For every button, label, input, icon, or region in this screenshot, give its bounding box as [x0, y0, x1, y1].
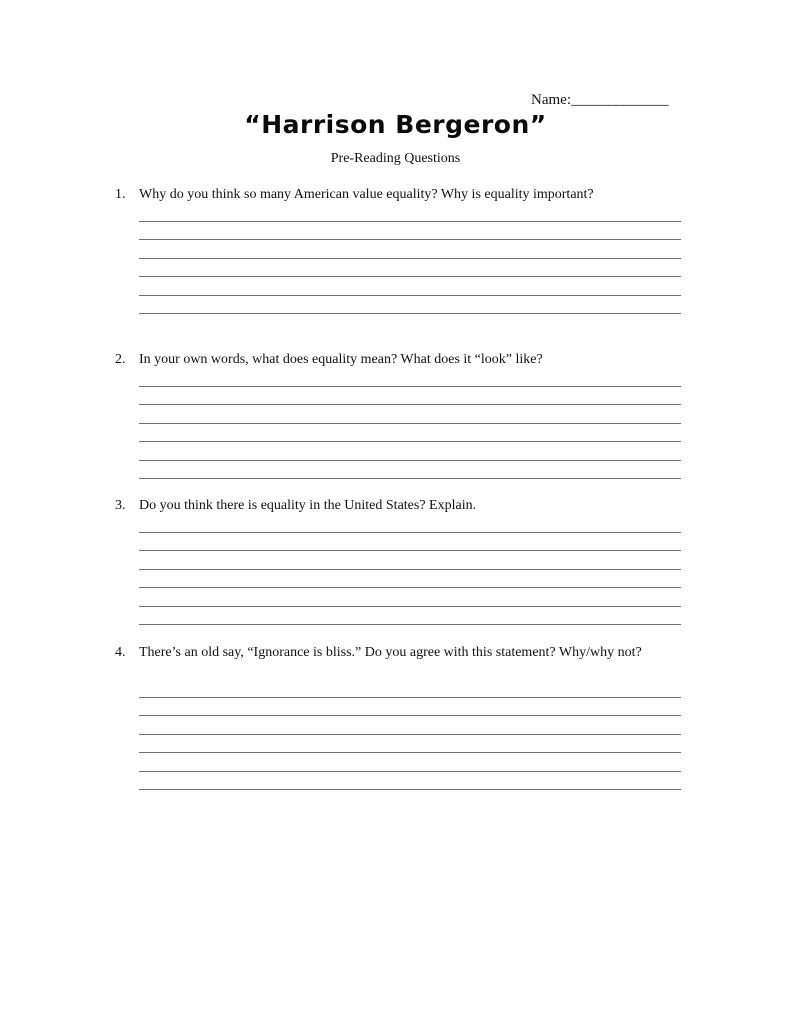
question-number: 4.: [115, 645, 126, 660]
page-subtitle: Pre-Reading Questions: [330, 151, 461, 166]
answer-line[interactable]: [139, 460, 681, 461]
question-1: [115, 186, 685, 203]
answer-line[interactable]: [139, 624, 681, 625]
answer-line[interactable]: [139, 313, 681, 314]
answer-line[interactable]: [139, 295, 681, 296]
answer-line[interactable]: [139, 258, 681, 259]
question-text: In your own words, what does equality mean? What does it “look” like?: [139, 352, 543, 367]
question-text: There’s an old say, “Ignorance is bliss.” Do you agree with this statement? Why/why not?: [139, 645, 642, 660]
answer-line[interactable]: [139, 789, 681, 790]
question-text: Do you think there is equality in the United States? Explain.: [139, 498, 477, 513]
answer-line[interactable]: [139, 771, 681, 772]
question-number: 1.: [115, 187, 126, 202]
answer-line[interactable]: [139, 423, 681, 424]
question-number: 3.: [115, 498, 126, 513]
answer-line[interactable]: [139, 752, 681, 753]
name-field-line: [531, 92, 668, 109]
answer-line[interactable]: [139, 569, 681, 570]
question-2: [115, 351, 685, 368]
answer-line[interactable]: [139, 386, 681, 387]
answer-line[interactable]: [139, 276, 681, 277]
answer-line[interactable]: [139, 697, 681, 698]
answer-line[interactable]: [139, 606, 681, 607]
answer-line[interactable]: [139, 239, 681, 240]
answer-line[interactable]: [139, 441, 681, 442]
name-blank: _____________: [570, 92, 669, 108]
name-label: Name:: [531, 92, 571, 108]
question-4: [115, 644, 685, 661]
answer-line[interactable]: [139, 587, 681, 588]
answer-line[interactable]: [139, 734, 681, 735]
answer-line[interactable]: [139, 550, 681, 551]
question-number: 2.: [115, 352, 126, 367]
page-title: “Harrison Bergeron”: [244, 110, 547, 139]
question-3: [115, 497, 685, 514]
answer-line[interactable]: [139, 478, 681, 479]
answer-line[interactable]: [139, 532, 681, 533]
answer-line[interactable]: [139, 715, 681, 716]
answer-line[interactable]: [139, 404, 681, 405]
answer-line[interactable]: [139, 221, 681, 222]
question-text: Why do you think so many American value equality? Why is equality important?: [139, 187, 594, 202]
